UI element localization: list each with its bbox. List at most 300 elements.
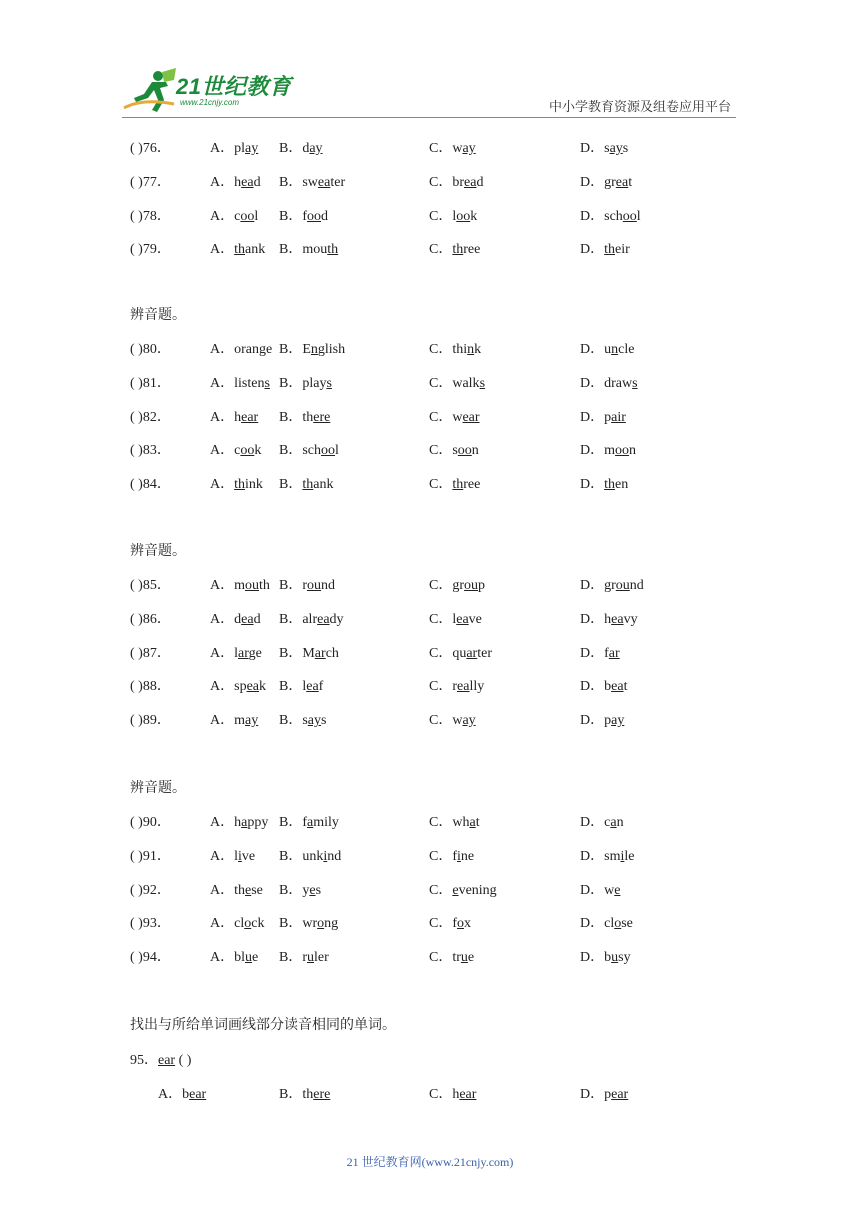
option-word <box>279 880 321 902</box>
option-label: C． <box>429 578 453 593</box>
option-label: B． <box>279 443 303 459</box>
question-row <box>130 643 620 677</box>
word-part: f <box>302 815 308 830</box>
option-word <box>580 373 638 395</box>
underlined-part: ar <box>608 645 620 661</box>
word-part: d <box>476 174 484 190</box>
option-label: D． <box>580 375 605 391</box>
word-part: glish <box>317 342 346 357</box>
underlined-part: th <box>452 477 464 493</box>
option-word <box>279 1083 330 1103</box>
option-word <box>210 676 266 698</box>
underlined-part: ea <box>464 174 477 190</box>
option-word <box>580 239 630 261</box>
underlined-part: u <box>611 950 619 966</box>
option-word <box>429 339 481 361</box>
option-word <box>429 643 492 665</box>
word-part: dy <box>329 611 344 627</box>
question-row <box>130 575 644 609</box>
underlined-part: g <box>259 342 267 357</box>
underlined-part: s <box>264 375 270 391</box>
word-part: e <box>252 950 259 966</box>
option-word <box>210 575 270 597</box>
option-word <box>279 172 345 194</box>
option-label: C． <box>429 713 453 729</box>
option-word <box>279 440 339 462</box>
word-part: sp <box>234 679 247 695</box>
option-word <box>279 575 335 597</box>
option-label: B． <box>279 1087 303 1102</box>
option-word <box>279 846 341 868</box>
question-number: ( )92． <box>130 882 171 898</box>
option-label: A． <box>210 141 235 156</box>
underlined-part: ay <box>307 713 322 729</box>
word-part: ank <box>313 477 334 493</box>
word-part: t <box>475 815 480 830</box>
word-part: mou <box>302 242 328 258</box>
underlined-part: ou <box>615 578 630 593</box>
underlined-part: ar <box>238 645 249 661</box>
question-row <box>130 440 637 474</box>
word-part: ter <box>477 645 492 661</box>
option-label: B． <box>279 679 303 695</box>
underlined-part: ay <box>609 141 623 156</box>
word-part: ck <box>251 916 265 932</box>
underlined-part: i <box>457 848 461 864</box>
question-number: ( )90． <box>130 815 171 830</box>
word-part: p <box>604 409 612 425</box>
question-number: ( )94． <box>130 950 171 966</box>
option-label: C． <box>429 208 453 224</box>
underlined-part: ar <box>314 645 326 661</box>
word-part: l <box>335 443 339 459</box>
option-label: B． <box>279 242 303 258</box>
option-word <box>429 812 480 834</box>
word-part: ler <box>314 950 329 966</box>
word-part: listen <box>234 375 265 391</box>
underlined-part: ere <box>313 409 331 425</box>
option-label: C． <box>429 950 453 966</box>
word-part: cl <box>604 916 615 932</box>
option-word <box>279 138 323 160</box>
question-row <box>130 407 626 441</box>
option-label: B． <box>279 916 303 932</box>
option-label: D． <box>580 815 605 830</box>
option-word <box>279 947 329 969</box>
word-part: ink <box>245 477 263 493</box>
underlined-part: ou <box>464 578 479 593</box>
question-number: ( )82． <box>130 409 171 425</box>
underlined-part: o <box>614 916 622 932</box>
option-word <box>210 138 258 160</box>
option-label: C． <box>429 375 453 391</box>
question-number: ( )77． <box>130 174 171 190</box>
q95-options <box>158 1083 758 1105</box>
underlined-part: ear <box>462 409 480 425</box>
word-part: th <box>234 882 246 898</box>
underlined-part: u <box>307 950 315 966</box>
word-part: sch <box>302 443 322 459</box>
underlined-part: s <box>326 375 332 391</box>
word-part: unk <box>302 848 324 864</box>
option-word <box>279 710 326 732</box>
word-part: h <box>604 611 612 627</box>
word-part: m <box>234 713 246 729</box>
underlined-part: oo <box>240 443 255 459</box>
option-label: D． <box>580 141 605 156</box>
underlined-part: a <box>469 815 476 830</box>
word-part: e <box>467 950 475 966</box>
option-label: B． <box>279 611 303 627</box>
option-label: A． <box>210 208 235 224</box>
option-word <box>580 676 627 698</box>
word-part: b <box>182 1087 190 1102</box>
word-part: l <box>234 645 239 661</box>
option-word <box>580 172 632 194</box>
option-word <box>429 373 485 395</box>
option-label: D． <box>580 848 605 864</box>
option-label: D． <box>580 409 605 425</box>
word-part: oran <box>234 342 260 357</box>
word-part: w <box>452 141 463 156</box>
underlined-part: i <box>323 848 328 864</box>
logo-text: 21世纪教育 <box>176 74 292 99</box>
option-label: D． <box>580 645 605 661</box>
word-part: r <box>452 679 458 695</box>
option-label: A． <box>210 713 235 729</box>
word-part: sch <box>604 208 623 224</box>
option-word <box>210 913 264 935</box>
option-word <box>210 643 262 665</box>
option-label: C． <box>429 242 453 258</box>
word-part: gr <box>604 578 616 593</box>
option-label: C． <box>429 645 453 661</box>
underlined-part: ou <box>307 578 322 593</box>
q95-blank: ( ) <box>175 1053 192 1068</box>
word-part: ve <box>468 611 482 627</box>
option-label: B． <box>279 713 303 729</box>
option-word <box>580 474 628 496</box>
option-label: A． <box>210 477 235 493</box>
option-label: C． <box>429 141 453 156</box>
underlined-part: th <box>302 477 314 493</box>
word-part: h <box>234 409 242 425</box>
word-part: play <box>302 375 327 391</box>
underlined-part: ea <box>246 679 260 695</box>
option-word <box>279 239 338 261</box>
option-label: A． <box>210 916 235 932</box>
option-word <box>279 407 330 429</box>
option-label: B． <box>279 409 303 425</box>
option-label: B． <box>279 342 303 357</box>
question-number: ( )87． <box>130 645 171 661</box>
word-part: n <box>471 443 479 459</box>
option-word <box>580 880 620 902</box>
word-part: e <box>266 342 273 357</box>
option-word <box>210 880 263 902</box>
word-part: x <box>464 916 472 932</box>
option-label: A． <box>210 443 235 459</box>
question-number: ( )79． <box>130 242 171 258</box>
word-part: sy <box>618 950 631 966</box>
underlined-part: oo <box>457 443 472 459</box>
word-part: p <box>604 713 612 729</box>
word-part: s <box>302 713 308 729</box>
word-part: h <box>234 174 242 190</box>
option-word <box>210 339 272 361</box>
word-part: l <box>452 611 457 627</box>
option-label: A． <box>210 578 235 593</box>
word-part: f <box>452 916 458 932</box>
word-part: k <box>470 208 478 224</box>
underlined-part: ea <box>241 611 254 627</box>
word-part: E <box>302 342 311 357</box>
option-word <box>429 575 485 597</box>
word-part: cle <box>618 342 635 357</box>
option-label: A． <box>210 342 235 357</box>
option-word <box>580 643 620 665</box>
question-row <box>130 947 631 981</box>
word-part: ne <box>460 848 475 864</box>
underlined-part: e <box>614 882 621 898</box>
option-label: B． <box>279 208 303 224</box>
option-label: A． <box>210 375 235 391</box>
underlined-part: th <box>327 242 339 258</box>
option-label: B． <box>279 848 303 864</box>
word-part: se <box>621 916 633 932</box>
option-word <box>210 609 261 631</box>
q95-word: ear <box>158 1053 176 1068</box>
question-number: ( )89． <box>130 713 171 729</box>
question-number: ( )91． <box>130 848 171 864</box>
underlined-part: ar <box>466 645 478 661</box>
word-part: c <box>604 815 611 830</box>
underlined-part: th <box>604 477 616 493</box>
option-word <box>429 609 482 631</box>
option-word <box>580 846 634 868</box>
option-word <box>580 1083 628 1103</box>
runner-logo-icon <box>122 68 178 114</box>
option-word <box>429 846 474 868</box>
word-part: c <box>234 208 241 224</box>
option-label: D． <box>580 242 605 258</box>
option-word <box>429 880 497 902</box>
option-word <box>210 710 258 732</box>
word-part: l <box>302 679 307 695</box>
option-label: A． <box>210 645 235 661</box>
underlined-part: ea <box>317 611 330 627</box>
option-word <box>210 373 270 395</box>
option-word <box>210 812 268 834</box>
underlined-part: oo <box>622 208 637 224</box>
word-part: n <box>616 815 624 830</box>
option-label: A． <box>210 848 235 864</box>
option-word <box>279 339 345 361</box>
option-label: C． <box>429 443 453 459</box>
word-part: th <box>302 1087 314 1102</box>
word-part: s <box>315 882 322 898</box>
word-part: mily <box>313 815 339 830</box>
option-label: A． <box>210 611 235 627</box>
word-part: w <box>604 882 615 898</box>
word-part: wr <box>302 916 318 932</box>
option-word <box>210 407 258 429</box>
word-part: qu <box>452 645 467 661</box>
word-part: r <box>302 950 308 966</box>
option-label: D． <box>580 342 605 357</box>
word-part: d <box>302 141 310 156</box>
option-word <box>210 474 263 496</box>
option-label: B． <box>279 645 303 661</box>
word-part: f <box>318 679 324 695</box>
question-number: ( )83． <box>130 443 171 459</box>
word-part: walk <box>452 375 480 391</box>
word-part: l <box>254 208 259 224</box>
underlined-part: ay <box>309 141 323 156</box>
option-label: D． <box>580 208 605 224</box>
underlined-part: ea <box>317 174 331 190</box>
underlined-part: a <box>307 815 314 830</box>
underlined-part: oo <box>321 443 336 459</box>
option-label: A． <box>210 950 235 966</box>
underlined-part: ea <box>241 174 254 190</box>
underlined-part: ay <box>245 713 259 729</box>
underlined-part: ea <box>457 679 470 695</box>
option-word <box>429 947 474 969</box>
underlined-part: u <box>245 950 253 966</box>
question-row <box>130 373 638 407</box>
logo-url: www.21cnjy.com <box>180 98 239 107</box>
word-part: nd <box>327 848 342 864</box>
underlined-part: air <box>611 409 626 425</box>
underlined-part: n <box>611 342 619 357</box>
word-part: d <box>253 174 261 190</box>
word-part: ch <box>325 645 339 661</box>
word-part: m <box>604 443 616 459</box>
underlined-part: ay <box>611 713 625 729</box>
word-part: le <box>624 848 635 864</box>
option-word <box>158 1083 206 1103</box>
underlined-part: ea <box>611 611 624 627</box>
option-word <box>210 846 255 868</box>
underlined-part: oo <box>456 208 471 224</box>
underlined-part: i <box>238 848 242 864</box>
option-label: B． <box>279 815 303 830</box>
option-label: C． <box>429 1087 453 1102</box>
option-word <box>279 676 323 698</box>
q95-stem <box>130 1049 191 1069</box>
q95-number: 95． <box>130 1053 158 1068</box>
option-word <box>580 812 624 834</box>
option-label: B． <box>279 578 303 593</box>
word-part: d <box>234 611 242 627</box>
option-word <box>580 913 633 935</box>
question-row <box>130 710 625 744</box>
word-part: n <box>629 443 637 459</box>
option-label: C． <box>429 611 453 627</box>
option-word <box>429 710 476 732</box>
option-word <box>580 407 626 429</box>
question-number: ( )93． <box>130 916 171 932</box>
platform-title: 中小学教育资源及组卷应用平台 <box>549 99 732 114</box>
option-label: D． <box>580 477 605 493</box>
question-number: ( )76． <box>130 141 171 156</box>
option-label: C． <box>429 882 453 898</box>
option-word <box>429 172 483 194</box>
underlined-part: ear <box>189 1087 207 1102</box>
word-part: b <box>604 679 612 695</box>
underlined-part: oo <box>307 208 322 224</box>
underlined-part: s <box>479 375 486 391</box>
word-part: ree <box>463 242 481 258</box>
option-word <box>580 575 644 597</box>
question-section <box>130 541 644 744</box>
option-word <box>279 812 339 834</box>
word-part: u <box>604 342 612 357</box>
word-part: w <box>452 409 463 425</box>
word-part: pl <box>234 141 246 156</box>
option-label: C． <box>429 342 453 357</box>
word-part: th <box>302 409 314 425</box>
underlined-part: ea <box>615 174 629 190</box>
section-title: 辨音题。 <box>130 308 186 323</box>
question-number: ( )86． <box>130 611 171 627</box>
option-label: C． <box>429 174 453 190</box>
underlined-part: e <box>309 882 316 898</box>
question-number: ( )81． <box>130 375 171 391</box>
word-part: se <box>251 882 263 898</box>
word-part: s <box>622 141 629 156</box>
option-label: D． <box>580 916 605 932</box>
word-part: M <box>302 645 315 661</box>
option-word <box>429 676 484 698</box>
word-part: l <box>636 208 641 224</box>
word-part: ge <box>248 645 262 661</box>
option-word <box>429 407 480 429</box>
option-label: D． <box>580 174 605 190</box>
word-part: b <box>604 950 612 966</box>
word-part: cl <box>234 916 245 932</box>
option-label: D． <box>580 578 605 593</box>
word-part: f <box>604 645 609 661</box>
word-part: ng <box>324 916 339 932</box>
word-part: d <box>321 208 329 224</box>
option-label: C． <box>429 477 453 493</box>
underlined-part: o <box>457 916 465 932</box>
word-part: t <box>628 174 633 190</box>
word-part: s <box>604 141 610 156</box>
word-part: eir <box>615 242 630 258</box>
option-word <box>429 474 480 496</box>
underlined-part: n <box>310 342 318 357</box>
word-part: thi <box>452 342 468 357</box>
option-word <box>580 440 636 462</box>
option-word <box>279 206 328 228</box>
option-word <box>429 138 476 160</box>
underlined-part: ea <box>611 679 624 695</box>
word-part: tr <box>452 950 461 966</box>
option-word <box>279 913 338 935</box>
question-row <box>130 474 629 508</box>
word-part: m <box>234 578 246 593</box>
underlined-part: e <box>245 882 252 898</box>
underlined-part: th <box>604 242 616 258</box>
option-word <box>429 239 480 261</box>
word-part: f <box>302 208 308 224</box>
word-part: l <box>234 848 239 864</box>
section-title: 辨音题。 <box>130 544 186 559</box>
site-logo <box>122 68 292 114</box>
